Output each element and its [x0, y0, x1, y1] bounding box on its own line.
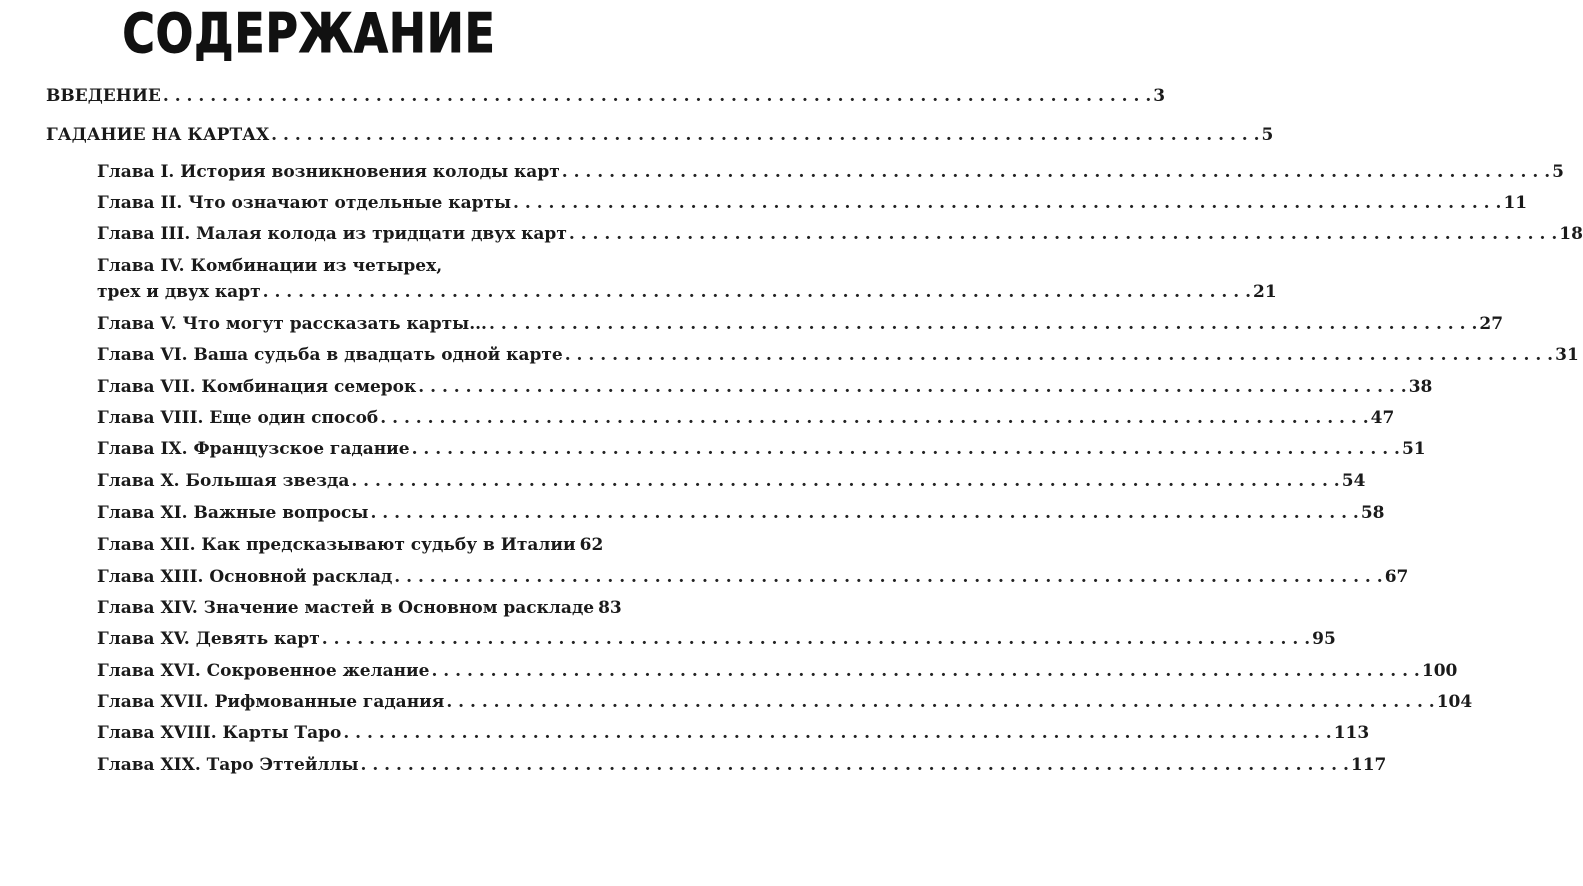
toc-entry-chapter-10[interactable]	[97, 469, 1366, 493]
toc-entry-label: Глава VIII. Еще один способ	[97, 408, 379, 428]
toc-entry-label: Глава VII. Комбинация семерок	[97, 377, 417, 397]
toc-entry-page: 3	[1153, 86, 1166, 106]
toc-entry-label: Глава X. Большая звезда	[97, 471, 350, 491]
dot-leader	[569, 222, 1557, 246]
toc-entry-page: 62	[579, 535, 604, 555]
toc-entry-chapter-12[interactable]	[97, 533, 604, 557]
toc-entry-chapter-2[interactable]	[97, 191, 1528, 215]
toc-entry-label: Глава XIII. Основной расклад	[97, 567, 393, 587]
toc-entry-chapter-3[interactable]	[97, 222, 1583, 246]
toc-entry-chapter-7[interactable]	[97, 375, 1433, 399]
toc-entry-chapter-14[interactable]	[97, 596, 622, 620]
toc-entry-label: Глава XV. Девять карт	[97, 629, 320, 649]
toc-entry-chapter-17[interactable]	[97, 690, 1473, 714]
toc-entry-chapter-13[interactable]	[97, 565, 1409, 589]
toc-entry-label: Глава XIV. Значение мастей в Основном раскладе	[97, 598, 595, 618]
dot-leader	[565, 343, 1553, 367]
dot-leader	[412, 437, 1400, 461]
toc-entry-label: ГАДАНИЕ НА КАРТАХ	[46, 125, 270, 145]
toc-entry-label: Глава II. Что означают отдельные карты	[97, 193, 512, 213]
dot-leader	[351, 469, 1339, 493]
toc-entry-chapter-15[interactable]	[97, 627, 1336, 651]
dot-leader	[361, 753, 1349, 777]
toc-entry-page: 51	[1401, 439, 1426, 459]
toc-entry-page: 21	[1253, 282, 1277, 302]
toc-entry-chapter-1[interactable]	[97, 160, 1564, 184]
dot-leader	[271, 123, 1259, 147]
toc-entry-chapter-5[interactable]	[97, 312, 1504, 336]
toc-entry-page: 54	[1341, 471, 1366, 491]
toc-entry-label: Глава XI. Важные вопросы	[97, 503, 369, 523]
dot-leader	[322, 627, 1310, 651]
dot-leader	[343, 721, 1331, 745]
toc-entry-chapter-4-line1[interactable]: Глава IV. Комбинации из четырех,	[97, 256, 443, 276]
toc-entry-chapter-9[interactable]	[97, 437, 1426, 461]
dot-leader	[489, 312, 1477, 336]
dot-leader	[446, 690, 1434, 714]
toc-entry-page: 58	[1360, 503, 1385, 523]
toc-entry-page: 18	[1559, 224, 1583, 244]
toc-entry-label: Глава XVII. Рифмованные гадания	[97, 692, 445, 712]
toc-entry-page: 100	[1421, 661, 1458, 681]
toc-entry-page: 113	[1333, 723, 1370, 743]
toc-entry-page: 117	[1350, 755, 1387, 775]
toc-entry-label: Глава XIX. Таро Эттейллы	[97, 755, 359, 775]
page-title: СОДЕРЖАНИЕ	[122, 2, 496, 65]
toc-entry-chapter-6[interactable]	[97, 343, 1579, 367]
toc-entry-page: 104	[1436, 692, 1473, 712]
toc-entry-page: 47	[1370, 408, 1395, 428]
dot-leader	[418, 375, 1406, 399]
toc-entry-label: Глава I. История возникновения колоды карт	[97, 162, 560, 182]
dot-leader	[431, 659, 1419, 683]
toc-entry-label: Глава IX. Французское гадание	[97, 439, 410, 459]
toc-entry-introduction[interactable]	[46, 84, 1166, 108]
toc-entry-page: 27	[1479, 314, 1504, 334]
toc-entry-chapter-11[interactable]	[97, 501, 1385, 525]
toc-entry-page: 38	[1408, 377, 1433, 397]
toc-entry-page: 5	[1261, 125, 1274, 145]
toc-entry-page: 83	[598, 598, 622, 618]
toc-entry-chapter-4[interactable]	[97, 280, 1277, 304]
dot-leader	[562, 160, 1550, 184]
toc-entry-label: Глава XII. Как предсказывают судьбу в Италии	[97, 535, 576, 555]
toc-entry-label: трех и двух карт	[97, 282, 261, 302]
dot-leader	[513, 191, 1501, 215]
toc-entry-chapter-8[interactable]	[97, 406, 1395, 430]
toc-entry-label: Глава V. Что могут рассказать карты...	[97, 314, 487, 334]
toc-entry-label: ВВЕДЕНИЕ	[46, 86, 161, 106]
toc-entry-label: Глава VI. Ваша судьба в двадцать одной карте	[97, 345, 563, 365]
toc-entry-label: Глава XVI. Сокровенное желание	[97, 661, 430, 681]
toc-entry-chapter-19[interactable]	[97, 753, 1387, 777]
dot-leader	[163, 84, 1151, 108]
toc-entry-chapter-18[interactable]	[97, 721, 1370, 745]
toc-entry-label: Глава XVIII. Карты Таро	[97, 723, 342, 743]
toc-entry-card-fortune[interactable]	[46, 123, 1274, 147]
toc-entry-page: 5	[1552, 162, 1564, 182]
toc-entry-page: 11	[1503, 193, 1528, 213]
toc-entry-page: 67	[1384, 567, 1409, 587]
toc-entry-label: Глава III. Малая колода из тридцати двух карт	[97, 224, 567, 244]
toc-entry-page: 31	[1555, 345, 1579, 365]
dot-leader	[370, 501, 1358, 525]
toc-entry-chapter-16[interactable]	[97, 659, 1458, 683]
dot-leader	[380, 406, 1368, 430]
dot-leader	[263, 280, 1251, 304]
toc-entry-page: 95	[1312, 629, 1336, 649]
dot-leader	[394, 565, 1382, 589]
